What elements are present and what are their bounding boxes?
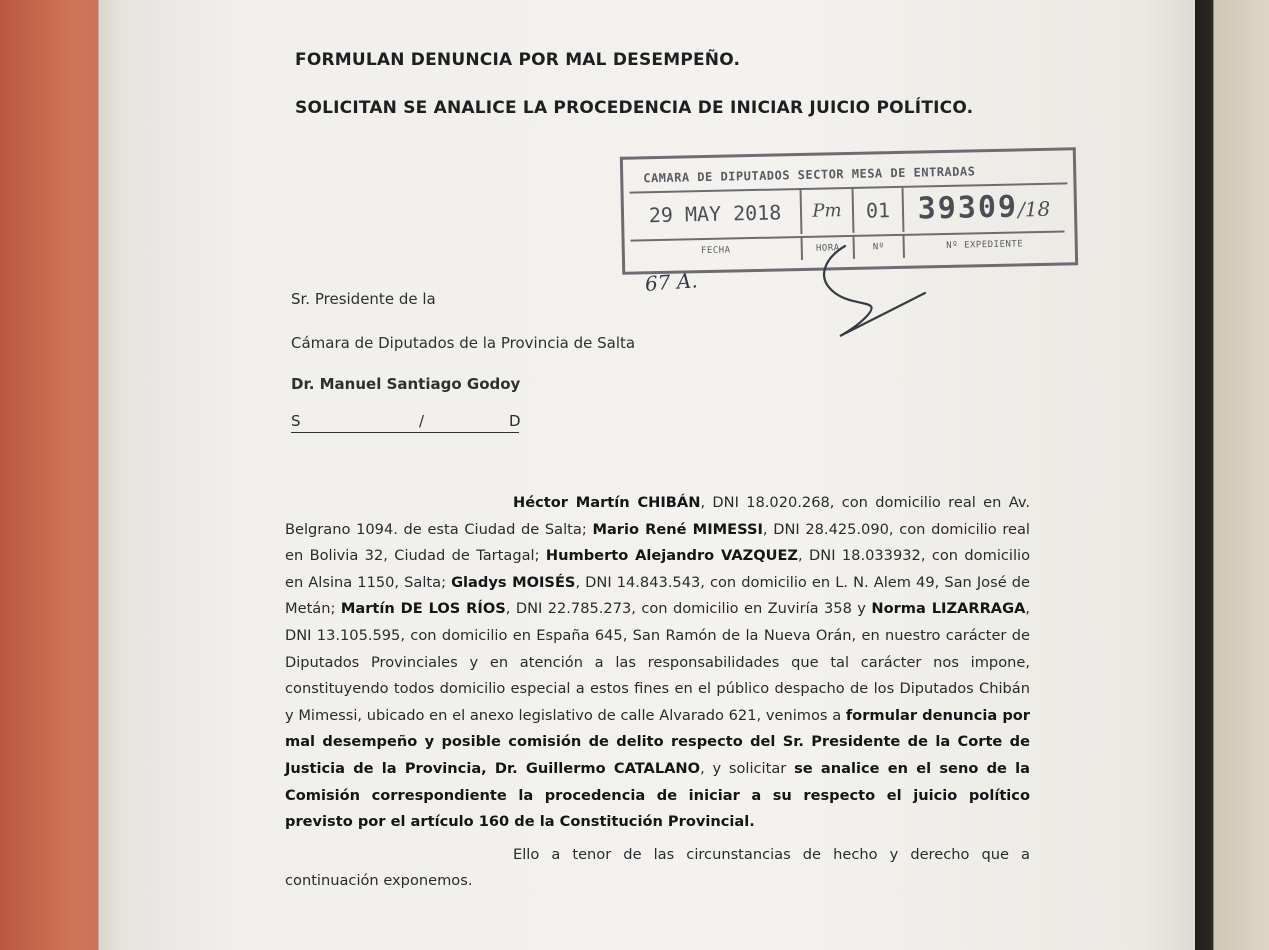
bold-run: formular denuncia por mal desempeño y posible comisión de delito respecto del Sr. Presidente de la Corte de Justicia de la Provincia, Dr. Guillermo CATALANO	[285, 706, 1030, 777]
stamp-office: CAMARA DE DIPUTADOS SECTOR MESA DE ENTRADAS	[629, 156, 1067, 193]
stamp-minutes: 01	[854, 188, 905, 233]
document-page	[125, 0, 1195, 950]
document-heading-2: SOLICITAN SE ANALICE LA PROCEDENCIA DE INICIAR JUICIO POLÍTICO.	[295, 98, 974, 118]
addressee-line-1: Sr. Presidente de la	[291, 290, 436, 308]
bold-run: Mario René MIMESSI	[592, 520, 763, 538]
bold-run: Norma LIZARRAGA	[871, 600, 1026, 618]
stamp-file-number: 39309/18	[917, 189, 1051, 227]
background-wall	[1189, 0, 1269, 950]
text-run: , DNI 22.785.273, con domicilio en Zuviría 358 y	[505, 600, 872, 618]
sd-d: D	[509, 412, 521, 430]
sd-slash: /	[419, 412, 425, 430]
document-heading-1: FORMULAN DENUNCIA POR MAL DESEMPEÑO.	[295, 50, 741, 70]
body-paragraph-2: Ello a tenor de las circunstancias de hecho y derecho que a continuación exponemos.	[285, 845, 1030, 890]
stamp-label-hour: HORA	[803, 235, 855, 260]
stamp-label-min: Nº	[855, 234, 905, 259]
stamp-hour: Pm	[802, 189, 855, 234]
stamp-date: 29 MAY 2018	[630, 190, 803, 238]
text-run: , DNI 18.020.268, con domicilio real en Av. Belgrano 1094. de esta Ciudad de Salta;	[285, 494, 1030, 538]
handwritten-note: 67 A.	[644, 268, 699, 296]
sd-s: S	[291, 412, 301, 430]
text-run: , DNI 28.425.090, con domicilio real en Bolivia 32, Ciudad de Tartagal;	[285, 520, 1030, 565]
text-run: , DNI 14.843.543, con domicilio en L. N. Alem 49, San José de Metán;	[285, 573, 1031, 618]
stamp-label-date: FECHA	[631, 236, 803, 264]
bold-run: Martín DE LOS RÍOS	[340, 600, 506, 618]
addressee-name: Dr. Manuel Santiago Godoy	[291, 375, 521, 393]
text-run: , DNI 13.105.595, con domicilio en España 645, San Ramón de la Nueva Orán, en nuestro carácter de Diputados Provinciales y en atención a las responsabilidades que tal carácter nos impone, constituyendo todos domicilio especial a estos fines en el público despacho de los Diputados Chibán y Mimessi, ubicado en el anexo legislativo de calle Alvarado 621, venimos a	[285, 600, 1031, 724]
text-run: , DNI 18.033932, con domicilio en Alsina 1150, Salta;	[285, 547, 1031, 591]
addressee-line-2: Cámara de Diputados de la Provincia de Salta	[291, 334, 636, 352]
body-paragraph-1	[285, 490, 1030, 836]
document-body	[285, 490, 1030, 895]
text-run: , y solicitar	[700, 759, 795, 777]
bold-run: Héctor Martín CHIBÁN	[513, 494, 701, 511]
bold-run: Humberto Alejandro VAZQUEZ	[545, 547, 799, 565]
handwritten-signature-scribble	[815, 238, 955, 343]
stamp-label-file: Nº EXPEDIENTE	[904, 230, 1064, 257]
sd-line	[291, 412, 519, 433]
bold-run: Gladys MOISÉS	[451, 573, 576, 591]
bold-run: se analice en el seno de la Comisión correspondiente la procedencia de iniciar a su respecto el juicio político previsto por el artículo 160 de la Constitución Provincial.	[285, 759, 1030, 831]
